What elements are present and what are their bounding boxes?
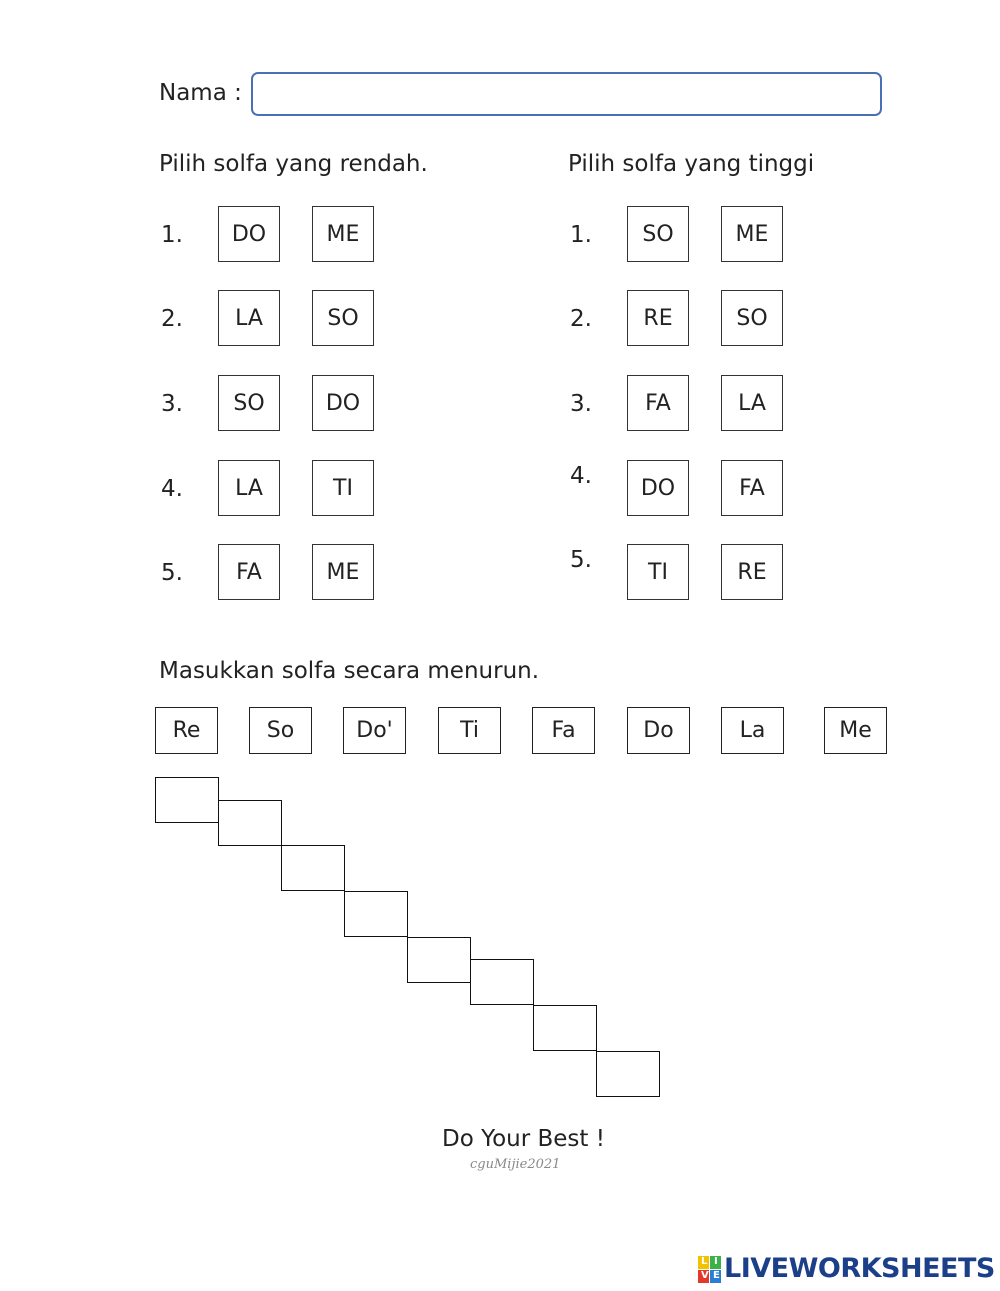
step-drop-zone-4[interactable] (344, 891, 408, 937)
solfa-chip-4[interactable]: Ti (438, 707, 501, 754)
logo-letter-3: V (701, 1270, 709, 1281)
right-row-2-number: 2. (570, 306, 592, 332)
footer-message: Do Your Best ! (442, 1126, 605, 1152)
left-row-1-option-2[interactable]: ME (312, 206, 374, 262)
left-row-5-option-2[interactable]: ME (312, 544, 374, 600)
left-row-2-option-1[interactable]: LA (218, 290, 280, 346)
solfa-chip-6[interactable]: Do (627, 707, 690, 754)
logo-letter-4: E (713, 1270, 720, 1281)
left-row-4-option-2[interactable]: TI (312, 460, 374, 516)
right-row-5-number: 5. (570, 547, 592, 573)
solfa-chip-1[interactable]: Re (155, 707, 218, 754)
left-row-1-number: 1. (161, 222, 183, 248)
step-drop-zone-2[interactable] (218, 800, 282, 846)
right-row-2-option-2[interactable]: SO (721, 290, 783, 346)
left-section-title: Pilih solfa yang rendah. (159, 151, 428, 177)
left-row-4-number: 4. (161, 476, 183, 502)
step-drop-zone-6[interactable] (470, 959, 534, 1005)
right-row-1-option-1[interactable]: SO (627, 206, 689, 262)
solfa-chip-5[interactable]: Fa (532, 707, 595, 754)
logo-letter-2: I (714, 1256, 718, 1267)
solfa-chip-8[interactable]: Me (824, 707, 887, 754)
left-row-3-option-1[interactable]: SO (218, 375, 280, 431)
author-signature: cguMijie2021 (470, 1157, 561, 1172)
right-row-3-option-2[interactable]: LA (721, 375, 783, 431)
step-drop-zone-1[interactable] (155, 777, 219, 823)
left-row-3-number: 3. (161, 391, 183, 417)
left-row-2-option-2[interactable]: SO (312, 290, 374, 346)
left-row-3-option-2[interactable]: DO (312, 375, 374, 431)
name-label: Nama : (159, 80, 242, 106)
liveworksheets-brand: LIVEWORKSHEETS (724, 1253, 995, 1284)
step-drop-zone-8[interactable] (596, 1051, 660, 1097)
right-row-4-option-2[interactable]: FA (721, 460, 783, 516)
right-row-5-option-1[interactable]: TI (627, 544, 689, 600)
liveworksheets-logo-icon (698, 1256, 722, 1284)
right-row-3-number: 3. (570, 391, 592, 417)
left-row-2-number: 2. (161, 306, 183, 332)
solfa-chip-2[interactable]: So (249, 707, 312, 754)
right-row-1-option-2[interactable]: ME (721, 206, 783, 262)
left-row-4-option-1[interactable]: LA (218, 460, 280, 516)
right-row-3-option-1[interactable]: FA (627, 375, 689, 431)
right-row-4-number: 4. (570, 463, 592, 489)
solfa-chip-3[interactable]: Do' (343, 707, 406, 754)
right-section-title: Pilih solfa yang tinggi (568, 151, 815, 177)
left-row-5-number: 5. (161, 560, 183, 586)
step-drop-zone-3[interactable] (281, 845, 345, 891)
right-row-4-option-1[interactable]: DO (627, 460, 689, 516)
right-row-1-number: 1. (570, 222, 592, 248)
left-row-5-option-1[interactable]: FA (218, 544, 280, 600)
step-drop-zone-5[interactable] (407, 937, 471, 983)
right-row-2-option-1[interactable]: RE (627, 290, 689, 346)
right-row-5-option-2[interactable]: RE (721, 544, 783, 600)
order-section-title: Masukkan solfa secara menurun. (159, 658, 540, 684)
solfa-chip-7[interactable]: La (721, 707, 784, 754)
logo-letter-1: L (701, 1256, 708, 1267)
left-row-1-option-1[interactable]: DO (218, 206, 280, 262)
name-input[interactable] (251, 72, 882, 116)
step-drop-zone-7[interactable] (533, 1005, 597, 1051)
